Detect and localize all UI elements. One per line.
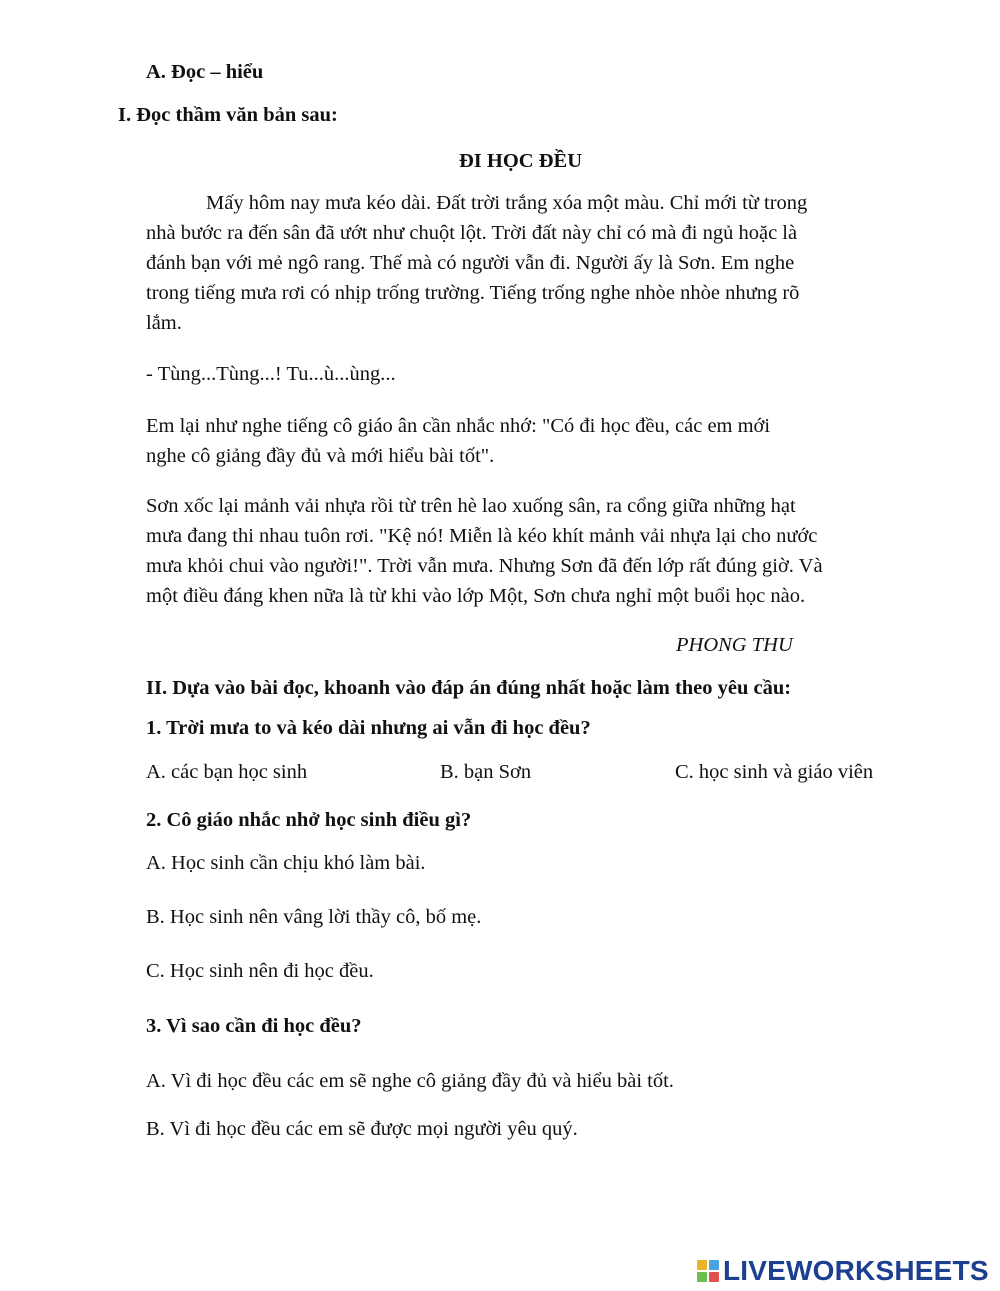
paragraph-line: Em lại như nghe tiếng cô giáo ân cần nhắc nhớ: "Có đi học đều, các em mới xyxy=(146,415,771,437)
question-3-option-a[interactable]: A. Vì đi học đều các em sẽ nghe cô giảng đầy đủ và hiểu bài tốt. xyxy=(146,1070,674,1092)
question-1-option-a[interactable]: A. các bạn học sinh xyxy=(146,761,308,783)
paragraph-line: mưa khỏi chui vào người!". Trời vẫn mưa. Nhưng Sơn đã đến lớp rất đúng giờ. Và xyxy=(146,555,823,577)
question-2-option-c[interactable]: C. Học sinh nên đi học đều. xyxy=(146,960,374,982)
story-title: ĐI HỌC ĐỀU xyxy=(459,150,583,172)
paragraph-line: Mấy hôm nay mưa kéo dài. Đất trời trắng xóa một màu. Chỉ mới từ trong xyxy=(206,192,808,214)
question-2-option-a[interactable]: A. Học sinh cần chịu khó làm bài. xyxy=(146,852,426,874)
question-3: 3. Vì sao cần đi học đều? xyxy=(146,1015,362,1037)
question-1-option-b[interactable]: B. bạn Sơn xyxy=(440,761,532,783)
author-name: PHONG THU xyxy=(676,634,793,656)
section-ii-heading: II. Dựa vào bài đọc, khoanh vào đáp án đúng nhất hoặc làm theo yêu cầu: xyxy=(146,677,792,699)
logo-text: LIVEWORKSHEETS xyxy=(723,1255,989,1286)
paragraph-line: đánh bạn với mẻ ngô rang. Thế mà có người vẫn đi. Người ấy là Sơn. Em nghe xyxy=(146,252,795,274)
question-1-option-c[interactable]: C. học sinh và giáo viên xyxy=(675,761,874,783)
logo-box xyxy=(709,1272,719,1282)
paragraph-line: nghe cô giảng đầy đủ và mới hiểu bài tốt". xyxy=(146,445,495,467)
logo-box xyxy=(709,1260,719,1270)
logo-box xyxy=(697,1272,707,1282)
paragraph-line: nhà bước ra đến sân đã ướt như chuột lột. Trời đất này chỉ có mà đi ngủ hoặc là xyxy=(146,222,798,244)
question-2: 2. Cô giáo nhắc nhở học sinh điều gì? xyxy=(146,809,472,831)
logo-mark-icon xyxy=(697,1260,719,1282)
liveworksheets-logo xyxy=(697,1253,989,1289)
section-a-heading: A. Đọc – hiểu xyxy=(146,61,264,83)
paragraph-line: mưa đang thi nhau tuôn rơi. "Kệ nó! Miễn là kéo khít mảnh vải nhựa lại cho nước xyxy=(146,525,818,547)
question-2-option-b[interactable]: B. Học sinh nên vâng lời thầy cô, bố mẹ. xyxy=(146,906,482,928)
drum-sound-line: - Tùng...Tùng...! Tu...ù...ùng... xyxy=(146,363,396,385)
logo-box xyxy=(697,1260,707,1270)
paragraph-line: một điều đáng khen nữa là từ khi vào lớp Một, Sơn chưa nghỉ một buổi học nào. xyxy=(146,585,806,607)
question-3-option-b[interactable]: B. Vì đi học đều các em sẽ được mọi người yêu quý. xyxy=(146,1118,578,1140)
paragraph-line: Sơn xốc lại mảnh vải nhựa rồi từ trên hè lao xuống sân, ra cổng giữa những hạt xyxy=(146,495,796,517)
story-paragraph-2 xyxy=(146,411,906,471)
story-paragraph-3 xyxy=(146,491,906,611)
paragraph-line: lắm. xyxy=(146,312,182,334)
story-paragraph-1 xyxy=(146,188,906,338)
paragraph-line: trong tiếng mưa rơi có nhịp trống trường. Tiếng trống nghe nhòe nhòe nhưng rõ xyxy=(146,282,800,304)
question-1: 1. Trời mưa to và kéo dài nhưng ai vẫn đi học đều? xyxy=(146,717,591,739)
section-i-heading: I. Đọc thầm văn bản sau: xyxy=(118,104,338,126)
